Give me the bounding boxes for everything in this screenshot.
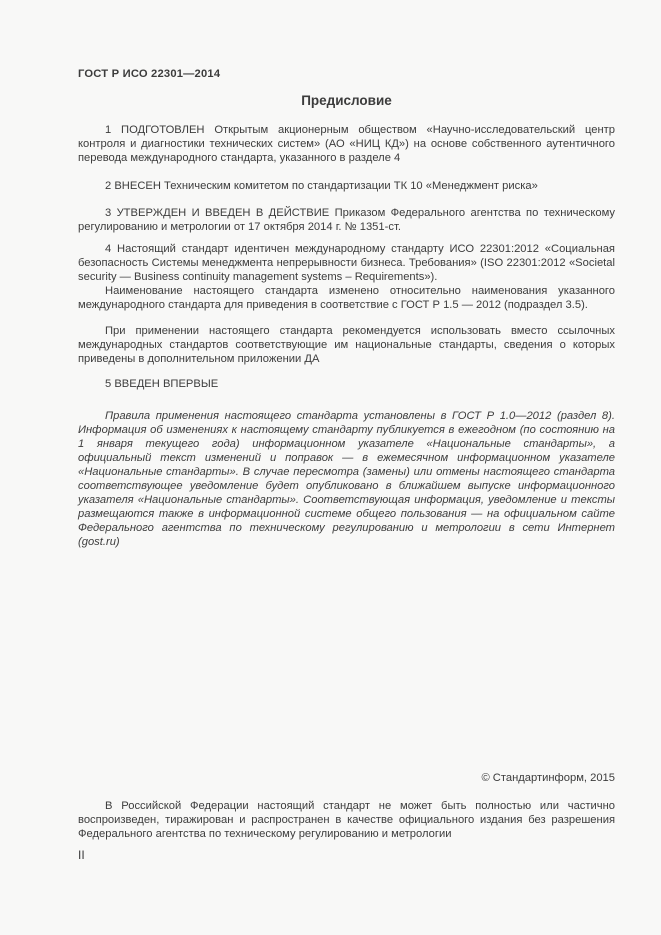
document-code: ГОСТ Р ИСО 22301—2014: [78, 68, 221, 80]
paragraph-submitted: 2 ВНЕСЕН Техническим комитетом по стандартизации ТК 10 «Менеджмент риска»: [105, 180, 538, 192]
paragraph-approved: 3 УТВЕРЖДЕН И ВВЕДЕН В ДЕЙСТВИЕ Приказом Федерального агентства по техническому регулированию и метрологии от 17 октября 2014 г. № 1351-ст.: [78, 207, 615, 233]
page-title: Предисловие: [301, 93, 392, 108]
paragraph-application-recommendation: При применении настоящего стандарта рекомендуется использовать вместо ссылочных международных стандартов соответствующие им национальные стандарты, сведения о которых приведены в дополнительном приложении ДА: [78, 325, 615, 365]
paragraph-first-introduced: 5 ВВЕДЕН ВПЕРВЫЕ: [105, 378, 219, 390]
paragraph-identical-standard: 4 Настоящий стандарт идентичен международному стандарту ИСО 22301:2012 «Социальная безопасность Системы менеджмента непрерывности бизнеса. Требования» (ISO 22301:2012 «Societal security — Business continuity management systems – Requirements»).: [78, 243, 615, 283]
copyright-notice: © Стандартинформ, 2015: [481, 772, 615, 784]
paragraph-prepared: 1 ПОДГОТОВЛЕН Открытым акционерным обществом «Научно-исследовательский центр контроля и диагностики технических систем» (АО «НИЦ КД») на основе собственного аутентичного перевода международного стандарта, указанного в разделе 4: [78, 124, 615, 164]
page-number: II: [78, 848, 85, 862]
paragraph-title-changed: Наименование настоящего стандарта изменено относительно наименования указанного международного стандарта для приведения в соответствие с ГОСТ Р 1.5 — 2012 (подраздел 3.5).: [78, 285, 615, 311]
document-body: [78, 67, 615, 549]
rules-of-application-note: Правила применения настоящего стандарта установлены в ГОСТ Р 1.0—2012 (раздел 8). Информация об изменениях к настоящему стандарту публикуется в ежегодном (по состоянию на 1 января текущего года) информационном указателе «Национальные стандарты», а официальный текст изменений и поправок — в ежемесячном информационном указателе «Национальные стандарты». В случае пересмотра (замены) или отмены настоящего стандарта соответствующее уведомление будет опубликовано в ближайшем выпуске информационного указателя «Национальные стандарты». Соответствующая информация, уведомление и тексты размещаются также в информационной системе общего пользования — на официальном сайте Федерального агентства по техническому регулированию и метрологии в сети Интернет (gost.ru): [78, 410, 615, 548]
page-footer: [78, 771, 615, 862]
reproduction-notice: В Российской Федерации настоящий стандарт не может быть полностью или частично воспроизведен, тиражирован и распространен в качестве официального издания без разрешения Федерального агентства по техническому регулированию и метрологии: [78, 800, 615, 840]
